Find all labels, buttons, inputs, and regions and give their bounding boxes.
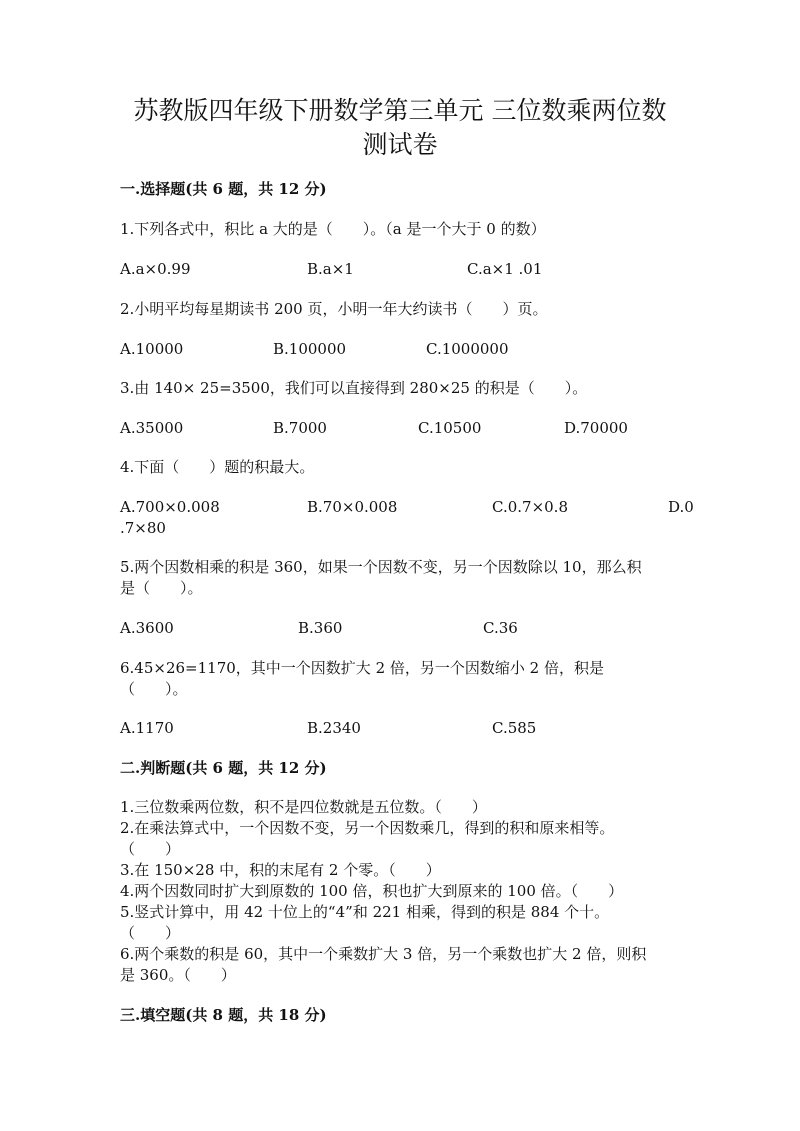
- question-6-stem-line2: （ ）。: [120, 680, 188, 698]
- question-1-option-c: C.a×1 .01: [467, 260, 543, 278]
- question-4-option-d-part2: .7×80: [120, 519, 166, 537]
- tf-line-6: 5.竖式计算中，用 42 十位上的“4”和 221 相乘，得到的积是 884 个十。: [120, 903, 610, 921]
- question-4-option-b: B.70×0.008: [307, 498, 398, 516]
- section-heading-true-false: 二.判断题(共 6 题，共 12 分): [120, 759, 327, 777]
- exam-title-line2: 测试卷: [362, 130, 438, 159]
- question-2-option-a: A.10000: [120, 340, 184, 358]
- question-5-stem-line1: 5.两个因数相乘的积是 360，如果一个因数不变，另一个因数除以 10，那么积: [120, 558, 642, 576]
- question-6-option-b: B.2340: [307, 719, 361, 737]
- question-4-option-d-part1: D.0: [668, 498, 694, 516]
- question-2-stem: 2.小明平均每星期读书 200 页，小明一年大约读书（ ）页。: [120, 300, 548, 318]
- tf-line-4: 3.在 150×28 中，积的末尾有 2 个零。（ ）: [120, 861, 441, 879]
- question-1-option-a: A.a×0.99: [120, 260, 191, 278]
- question-3-option-c: C.10500: [418, 419, 482, 437]
- question-3-option-a: A.35000: [120, 419, 184, 437]
- tf-line-5: 4.两个因数同时扩大到原数的 100 倍，积也扩大到原来的 100 倍。（ ）: [120, 882, 624, 900]
- exam-title-line1: 苏教版四年级下册数学第三单元 三位数乘两位数: [133, 96, 667, 125]
- tf-line-1: 1.三位数乘两位数，积不是四位数就是五位数。（ ）: [120, 798, 487, 816]
- question-4-option-c: C.0.7×0.8: [492, 498, 568, 516]
- question-6-option-a: A.1170: [120, 719, 174, 737]
- tf-line-8: 6.两个乘数的积是 60，其中一个乘数扩大 3 倍，另一个乘数也扩大 2 倍，则积: [120, 945, 647, 963]
- question-4-option-a: A.700×0.008: [120, 498, 220, 516]
- question-5-option-a: A.3600: [120, 619, 174, 637]
- section-heading-choice: 一.选择题(共 6 题，共 12 分): [120, 180, 327, 198]
- question-2-option-c: C.1000000: [426, 340, 509, 358]
- question-1-option-b: B.a×1: [307, 260, 354, 278]
- question-1-stem: 1.下列各式中，积比 a 大的是（ ）。（a 是一个大于 0 的数）: [120, 220, 546, 238]
- tf-line-2: 2.在乘法算式中，一个因数不变，另一个因数乘几，得到的积和原来相等。: [120, 819, 615, 837]
- tf-line-3: （ ）: [120, 840, 181, 858]
- tf-line-9: 是 360。（ ）: [120, 966, 236, 984]
- section-heading-fill-blank: 三.填空题(共 8 题，共 18 分): [120, 1006, 327, 1024]
- question-3-option-d: D.70000: [564, 419, 628, 437]
- question-3-option-b: B.7000: [273, 419, 327, 437]
- question-6-stem-line1: 6.45×26=1170，其中一个因数扩大 2 倍，另一个因数缩小 2 倍，积是: [120, 659, 604, 677]
- question-6-option-c: C.585: [492, 719, 537, 737]
- question-5-option-b: B.360: [298, 619, 343, 637]
- question-4-stem: 4.下面（ ）题的积最大。: [120, 458, 315, 476]
- question-2-option-b: B.100000: [273, 340, 347, 358]
- tf-line-7: （ ）: [120, 924, 181, 942]
- question-5-stem-line2: 是（ ）。: [120, 579, 203, 597]
- question-5-option-c: C.36: [483, 619, 518, 637]
- question-3-stem: 3.由 140× 25=3500，我们可以直接得到 280×25 的积是（ ）。: [120, 379, 588, 397]
